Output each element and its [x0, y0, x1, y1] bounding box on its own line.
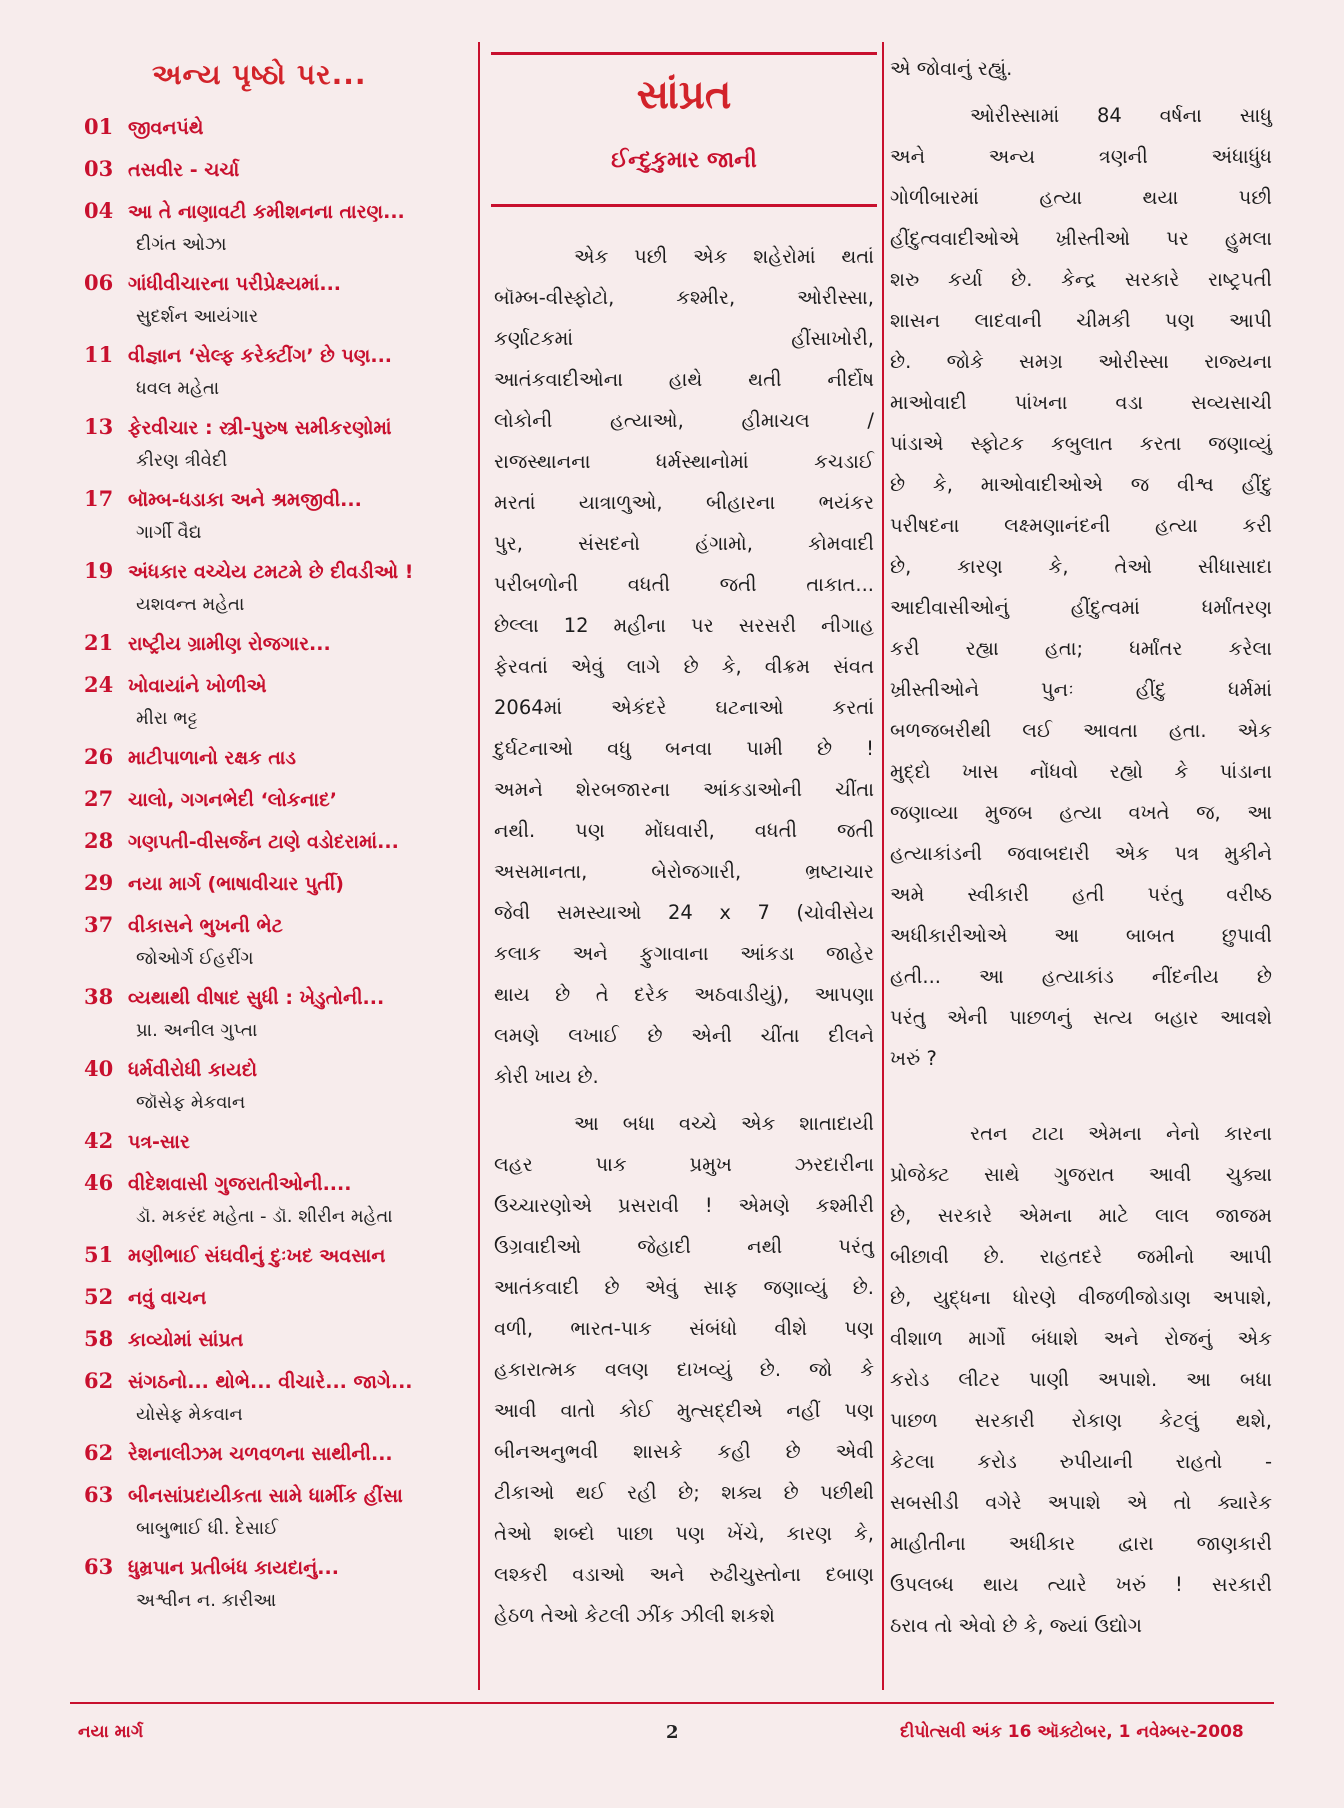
toc-heading: બૉમ્બ-ધડાકા અને શ્રમજીવી...	[128, 489, 362, 511]
toc-entry-line	[84, 270, 479, 306]
toc-entry-line	[84, 342, 479, 378]
article-line: કરી રહ્યા હતા; ધર્માંતર કરેલા	[890, 637, 1272, 660]
toc-entry-line	[84, 1482, 479, 1518]
article-line: છેલ્લા 12 મહીના પર સરસરી નીગાહ	[494, 614, 874, 637]
toc-author: યોસેફ મેકવાન	[136, 1404, 243, 1425]
toc-heading: ચાલો, ગગનભેદી ‘લોકનાદ’	[128, 789, 337, 811]
article-line: થાય છે તે દરેક અઠવાડીયું), આપણા	[494, 983, 874, 1006]
article-line: નથી. પણ મોંઘવારી, વધતી જતી	[494, 819, 874, 842]
toc-entry	[84, 984, 479, 1050]
toc-entry-line	[84, 114, 479, 150]
article-line: ઉચ્ચારણોએ પ્રસરાવી ! એમણે કશ્મીરી	[494, 1194, 874, 1217]
toc-page-number: 38	[84, 984, 114, 1009]
toc-page-number: 19	[84, 558, 114, 583]
toc-page-number: 28	[84, 828, 114, 853]
article-line: કલાક અને ફુગાવાના આંકડા જાહેર	[494, 942, 874, 965]
toc-author: બાબુભાઈ ધી. દેસાઈ	[136, 1518, 279, 1539]
article-line: બીનઅનુભવી શાસકે કહી છે એવી	[494, 1440, 874, 1463]
footer-issue: દીપોત્સવી અંક 16 ઑક્ટોબર, 1 નવેમ્બર-2008	[900, 1722, 1244, 1742]
toc-entry	[84, 1056, 479, 1122]
column-author: ઈન્દુકુમાર જાની	[611, 148, 757, 173]
article-line: જેવી સમસ્યાઓ 24 x 7 (ચોવીસેય	[494, 901, 874, 924]
toc-entry	[84, 1170, 479, 1236]
toc-entry	[84, 342, 479, 408]
toc-entry-line	[84, 1440, 479, 1476]
article-line: મુદ્દો ખાસ નોંધવો રહ્યો કે પાંડાના	[890, 760, 1272, 783]
article-line: હીંદુત્વવાદીઓએ ખ્રીસ્તીઓ પર હુમલા	[890, 227, 1272, 250]
toc-page-number: 03	[84, 156, 114, 181]
article-line: આ બધા વચ્ચે એક શાતાદાયી	[574, 1112, 874, 1135]
toc-page-number: 24	[84, 672, 114, 697]
toc-entry-line	[84, 558, 479, 594]
toc-entry-line	[84, 786, 479, 822]
toc-page-number: 06	[84, 270, 114, 295]
toc-entry-line	[84, 486, 479, 522]
toc-entry-line	[84, 198, 479, 234]
article-line: પરંતુ એની પાછળનું સત્ય બહાર આવશે	[890, 1006, 1272, 1029]
toc-heading: પત્ર-સાર	[128, 1131, 190, 1153]
article-line: આદીવાસીઓનું હીંદુત્વમાં ધર્માંતરણ	[890, 596, 1272, 619]
toc-entry	[84, 870, 479, 906]
toc-entry-line	[84, 672, 479, 708]
article-line: હકારાત્મક વલણ દાખવ્યું છે. જો કે	[494, 1358, 874, 1381]
article-line: ઉપલબ્ધ થાય ત્યારે ખરું ! સરકારી	[890, 1573, 1272, 1596]
toc-page-number: 52	[84, 1284, 114, 1309]
article-line: ખરું ?	[890, 1047, 937, 1070]
toc-entry	[84, 786, 479, 822]
toc-author: દીગંત ઓઝા	[136, 234, 227, 255]
toc-heading: ધર્મવીરોધી કાયદો	[128, 1059, 258, 1081]
article-line: છે કે, માઓવાદીઓએ જ વીશ્વ હીંદુ	[890, 473, 1272, 496]
toc-heading: ગણપતી-વીસર્જન ટાણે વડોદરામાં...	[128, 831, 399, 853]
article-line: આવી વાતો કોઈ મુત્સદ્દીએ નહીં પણ	[494, 1399, 874, 1422]
toc-page-number: 21	[84, 630, 114, 655]
article-line: લહર પાક પ્રમુખ ઝરદારીના	[494, 1153, 874, 1176]
article-line: ફેરવતાં એવું લાગે છે કે, વીક્રમ સંવત	[494, 655, 874, 678]
article-line: પુર, સંસદનો હંગામો, કોમવાદી	[494, 532, 874, 555]
toc-entry	[84, 1284, 479, 1320]
article-line: ઓરીસ્સામાં 84 વર્ષના સાધુ	[970, 104, 1272, 127]
article-line: છે, સરકારે એમના માટે લાલ જાજમ	[890, 1204, 1272, 1227]
article-line: વીશાળ માર્ગો બંધાશે અને રોજનું એક	[890, 1327, 1272, 1350]
article-line: એ જોવાનું રહ્યું.	[890, 57, 1013, 80]
article-line: પાંડાએ સ્ફોટક કબુલાત કરતા જણાવ્યું	[890, 432, 1272, 455]
toc-page-number: 11	[84, 342, 114, 367]
toc-entry	[84, 672, 479, 738]
toc-entry	[84, 114, 479, 150]
toc-entry	[84, 1242, 479, 1278]
toc-entry	[84, 912, 479, 978]
toc-author: જોઓર્ગ ઈહરીંગ	[136, 948, 254, 969]
toc-page-number: 46	[84, 1170, 114, 1195]
toc-page-number: 04	[84, 198, 114, 223]
article-line: શરુ કર્યા છે. કેન્દ્ર સરકારે રાષ્ટ્રપતી	[890, 268, 1272, 291]
column-title: સાંપ્રત	[636, 72, 732, 118]
toc-author: પ્રા. અનીલ ગુપ્તા	[136, 1020, 258, 1041]
article-paragraph	[890, 1113, 1272, 1646]
toc-author: ધવલ મહેતા	[136, 378, 220, 399]
article-paragraph	[890, 48, 1272, 89]
toc-entry	[84, 1128, 479, 1164]
footer-magazine-name: નયા માર્ગ	[78, 1722, 144, 1742]
article-body-right	[890, 48, 1272, 1646]
toc-author: ગાર્ગી વૈદ્ય	[136, 522, 202, 543]
toc-page-number: 29	[84, 870, 114, 895]
toc-entry	[84, 1482, 479, 1548]
toc-entry	[84, 414, 479, 480]
toc-author: જૉસેફ મેકવાન	[136, 1092, 246, 1113]
article-line: પરીષદના લક્ષ્મણાનંદની હત્યા કરી	[890, 514, 1272, 537]
article-line: બીછાવી છે. રાહતદરે જમીનો આપી	[890, 1245, 1272, 1268]
article-line: વળી, ભારત-પાક સંબંધો વીશે પણ	[494, 1317, 874, 1340]
footer-rule	[70, 1702, 1274, 1704]
article-paragraph	[890, 95, 1272, 1079]
article-line: લશ્કરી વડાઓ અને રુઢીચુસ્તોના દબાણ	[494, 1563, 874, 1586]
toc-entry	[84, 828, 479, 864]
toc-author: મીરા ભટ્ટ	[136, 708, 198, 729]
toc-heading: ગાંધીવીચારના પરીપ્રેક્ષ્યમાં...	[128, 273, 342, 295]
toc-entry-line	[84, 912, 479, 948]
toc-heading: આ તે નાણાવટી કમીશનના તારણ...	[128, 201, 405, 223]
article-line: અમને શેરબજારના આંકડાઓની ચીંતા	[494, 778, 874, 801]
toc-entry-line	[84, 744, 479, 780]
article-line: પરીબળોની વધતી જતી તાકાત...	[494, 573, 874, 596]
toc-page-number: 13	[84, 414, 114, 439]
toc-author: કીરણ ત્રીવેદી	[136, 450, 228, 471]
toc-entry-line	[84, 1326, 479, 1362]
toc-page-number: 37	[84, 912, 114, 937]
toc-page-number: 63	[84, 1482, 114, 1507]
toc-page-number: 62	[84, 1368, 114, 1393]
article-line: કોરી ખાય છે.	[494, 1065, 599, 1088]
toc-heading: તસવીર - ચર્ચા	[128, 159, 240, 181]
article-line: મરતાં યાત્રાળુઓ, બીહારના ભયંકર	[494, 491, 874, 514]
toc-entry	[84, 1554, 479, 1620]
toc-entry-line	[84, 1554, 479, 1590]
article-line: ઉગ્રવાદીઓ જેહાદી નથી પરંતુ	[494, 1235, 874, 1258]
toc-entry	[84, 630, 479, 666]
toc-heading: વીકાસને ભુખની ભેટ	[128, 915, 283, 937]
toc-entry	[84, 744, 479, 780]
toc-heading: ખોવાયાંને ખોળીએ	[128, 675, 267, 697]
toc-entry-line	[84, 1056, 479, 1092]
toc-heading: નવું વાચન	[128, 1287, 207, 1309]
article-line: હેઠળ તેઓ કેટલી ઝીંક ઝીલી શકશે	[494, 1604, 775, 1627]
toc-entry	[84, 198, 479, 264]
article-line: પ્રોજેક્ટ સાથે ગુજરાત આવી ચુક્યા	[890, 1163, 1272, 1186]
article-line: સબસીડી વગેરે અપાશે એ તો ક્યારેક	[890, 1491, 1272, 1514]
article-line: 2064માં એકંદરે ઘટનાઓ કરતાં	[494, 696, 874, 719]
article-line: ગોળીબારમાં હત્યા થયા પછી	[890, 186, 1272, 209]
toc-entry-line	[84, 414, 479, 450]
toc-entry-line	[84, 828, 479, 864]
article-paragraph	[494, 1103, 874, 1636]
toc-entry	[84, 486, 479, 552]
toc-entry	[84, 1326, 479, 1362]
article-line: લમણે લખાઈ છે એની ચીંતા દીલને	[494, 1024, 874, 1047]
article-line: ખ્રીસ્તીઓને પુનઃ હીંદુ ધર્મમાં	[890, 678, 1272, 701]
toc-heading: રેશનાલીઝમ ચળવળના સાથીની...	[128, 1443, 393, 1465]
toc-author: અશ્વીન ન. કારીઆ	[136, 1590, 277, 1611]
column-masthead	[488, 42, 880, 214]
toc-page-number: 40	[84, 1056, 114, 1081]
toc-page-number: 51	[84, 1242, 114, 1267]
toc-page-number: 63	[84, 1554, 114, 1579]
toc-heading: બીનસાંપ્રદાયીકતા સામે ધાર્મીક હીંસા	[128, 1485, 403, 1507]
toc-entry-line	[84, 870, 479, 906]
article-line: ઠરાવ તો એવો છે કે, જ્યાં ઉદ્યોગ	[890, 1614, 1143, 1637]
toc-page-number: 62	[84, 1440, 114, 1465]
article-line: ટીકાઓ થઈ રહી છે; શક્ય છે પછીથી	[494, 1481, 874, 1504]
article-line: રતન ટાટા એમના નેનો કારના	[970, 1122, 1272, 1145]
article-line: આતંકવાદીઓના હાથે થતી નીર્દોષ	[494, 368, 874, 391]
toc-page-number: 26	[84, 744, 114, 769]
article-line: હતી... આ હત્યાકાંડ નીંદનીય છે	[890, 965, 1272, 988]
toc-heading: જીવનપંથે	[128, 117, 204, 139]
toc-page-number: 17	[84, 486, 114, 511]
article-line: લોકોની હત્યાઓ, હીમાચલ /	[494, 409, 874, 432]
toc-page-number: 58	[84, 1326, 114, 1351]
toc-page-number: 27	[84, 786, 114, 811]
toc-heading: વીદેશવાસી ગુજરાતીઓની....	[128, 1173, 352, 1195]
toc-heading: ધુમ્રપાન પ્રતીબંધ કાયદાનું...	[128, 1557, 339, 1579]
toc-author: ડૉ. મકરંદ મહેતા - ડૉ. શીરીન મહેતા	[136, 1206, 393, 1227]
article-line: માહીતીના અધીકાર દ્વારા જાણકારી	[890, 1532, 1272, 1555]
toc-entry-line	[84, 1128, 479, 1164]
toc-entry-line	[84, 156, 479, 192]
article-paragraph	[494, 236, 874, 1097]
toc-heading: વ્યથાથી વીષાદ સુધી : ખેડુતોની...	[128, 987, 385, 1009]
toc-entry	[84, 558, 479, 624]
article-line: બૉમ્બ-વીસ્ફોટો, કશ્મીર, ઓરીસ્સા,	[494, 286, 874, 309]
masthead-rule-bottom	[491, 204, 877, 207]
toc-entry-line	[84, 1170, 479, 1206]
column-divider-right	[882, 42, 884, 1690]
masthead-rule-top	[491, 52, 877, 55]
article-line: દુર્ઘટનાઓ વધુ બનવા પામી છે !	[494, 737, 874, 760]
article-line: એક પછી એક શહેરોમાં થતાં	[574, 245, 874, 268]
toc-entry	[84, 1368, 479, 1434]
article-line: શાસન લાદવાની ચીમકી પણ આપી	[890, 309, 1272, 332]
toc-entry-line	[84, 630, 479, 666]
toc-heading: અંધકાર વચ્ચેય ટમટમે છે દીવડીઓ !	[128, 561, 414, 583]
toc-heading: વીજ્ઞાન ‘સેલ્ફ કરેક્ટીંગ’ છે પણ...	[128, 345, 393, 367]
toc-heading: રાષ્ટ્રીય ગ્રામીણ રોજગાર...	[128, 633, 331, 655]
toc-entry-line	[84, 1242, 479, 1278]
toc-heading: સંગઠનો... થોભે... વીચારે... જાગે...	[128, 1371, 413, 1393]
article-line: માઓવાદી પાંખના વડા સવ્યસાચી	[890, 391, 1272, 414]
article-line: છે, કારણ કે, તેઓ સીધાસાદા	[890, 555, 1272, 578]
article-line: હત્યાકાંડની જવાબદારી એક પત્ર મુકીને	[890, 842, 1272, 865]
contents-list	[84, 114, 479, 1620]
article-body-middle	[488, 214, 880, 1636]
article-line: અમે સ્વીકારી હતી પરંતુ વરીષ્ઠ	[890, 883, 1272, 906]
article-line: છે, યુદ્ધના ધોરણે વીજળીજોડાણ અપાશે,	[890, 1286, 1272, 1309]
article-line: છે. જોકે સમગ્ર ઓરીસ્સા રાજ્યના	[890, 350, 1272, 373]
footer-page-number: 2	[666, 1722, 679, 1743]
toc-entry	[84, 1440, 479, 1476]
article-line: કેટલા કરોડ રુપીયાની રાહતો -	[890, 1450, 1272, 1473]
toc-heading: નયા માર્ગ (ભાષાવીચાર પુર્તી)	[128, 873, 344, 895]
article-line: કર્ણાટકમાં હીંસાખોરી,	[494, 327, 874, 350]
article-line: પાછળ સરકારી રોકાણ કેટલું થશે,	[890, 1409, 1272, 1432]
article-line: આતંકવાદી છે એવું સાફ જણાવ્યું છે.	[494, 1276, 874, 1299]
toc-heading: મણીભાઈ સંઘવીનું દુઃખદ અવસાન	[128, 1245, 386, 1267]
column-divider-left	[478, 42, 480, 1690]
toc-entry	[84, 270, 479, 336]
article-line: અસમાનતા, બેરોજગારી, ભ્રષ્ટાચાર	[494, 860, 874, 883]
contents-title: અન્ય પૃષ્ઠો પર...	[152, 58, 367, 91]
toc-author: સુદર્શન આયંગાર	[136, 306, 259, 327]
toc-heading: ફેરવીચાર : સ્ત્રી-પુરુષ સમીકરણોમાં	[128, 417, 392, 439]
article-line: અધીકારીઓએ આ બાબત છુપાવી	[890, 924, 1272, 947]
toc-author: યશવન્ત મહેતા	[136, 594, 245, 615]
column-middle	[488, 42, 880, 1636]
toc-heading: માટીપાળાનો રક્ષક તાડ	[128, 747, 296, 769]
article-line: જણાવ્યા મુજબ હત્યા વખતે જ, આ	[890, 801, 1272, 824]
contents-column	[84, 48, 479, 1626]
article-line: કરોડ લીટર પાણી અપાશે. આ બધા	[890, 1368, 1272, 1391]
toc-entry-line	[84, 984, 479, 1020]
toc-page-number: 01	[84, 114, 114, 139]
article-line: રાજસ્થાનના ધર્મસ્થાનોમાં કચડાઈ	[494, 450, 874, 473]
article-line: બળજબરીથી લઈ આવતા હતા. એક	[890, 719, 1272, 742]
toc-entry-line	[84, 1284, 479, 1320]
toc-page-number: 42	[84, 1128, 114, 1153]
article-line: તેઓ શબ્દો પાછા પણ ખેંચે, કારણ કે,	[494, 1522, 874, 1545]
toc-heading: કાવ્યોમાં સાંપ્રત	[128, 1329, 244, 1351]
article-line: અને અન્ય ત્રણની અંધાધુંધ	[890, 145, 1272, 168]
toc-entry	[84, 156, 479, 192]
toc-entry-line	[84, 1368, 479, 1404]
